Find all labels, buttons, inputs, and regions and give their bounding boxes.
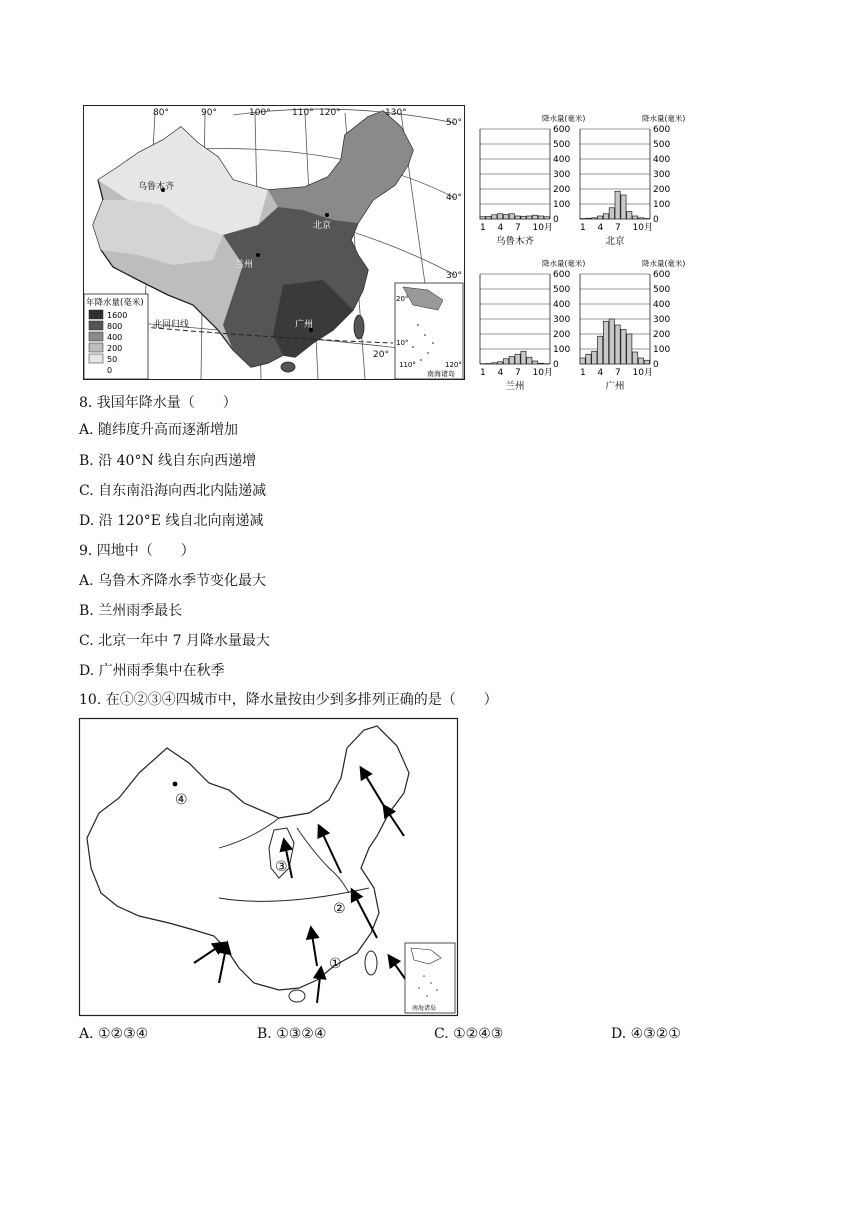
south-china-sea-inset [405, 943, 455, 1013]
inset-tick: 20° [396, 295, 409, 303]
lat-label: 50° [446, 118, 462, 128]
chart-xtick: 4 [497, 368, 504, 378]
lon-label: 110° [292, 108, 314, 118]
chart-ytick: 400 [553, 155, 571, 165]
precip-bar [609, 208, 614, 219]
q10-option-d[interactable]: D. ④③②① [611, 1026, 681, 1042]
tropic-label: 北回归线 [153, 320, 190, 330]
precip-bar [509, 214, 514, 219]
chart-ytick: 600 [553, 270, 571, 280]
q10-option-b[interactable]: B. ①③②④ [257, 1026, 327, 1042]
chart-ytick: 0 [553, 360, 559, 370]
lat-label: 40° [446, 193, 462, 203]
lat-label: 30° [446, 271, 462, 281]
precip-bar [586, 354, 591, 364]
precip-bar [544, 217, 549, 219]
precip-bar [515, 354, 520, 364]
precip-bar [633, 216, 638, 219]
lon-label: 90° [201, 108, 217, 118]
precip-bar [603, 321, 608, 364]
chart-ytick: 300 [553, 170, 571, 180]
q8-stem: 8. 我国年降水量（ ） [79, 395, 237, 411]
legend-value: 200 [107, 344, 123, 353]
q9-option-b[interactable]: B. 兰州雨季最长 [79, 603, 183, 619]
chart-city-label: 北京 [605, 236, 625, 247]
precip-bar [480, 217, 485, 219]
chart-ytick: 400 [653, 155, 671, 165]
chart-ytick: 600 [653, 270, 671, 280]
precipitation-map [83, 105, 465, 380]
chart-ytick: 100 [653, 345, 671, 355]
chart-ytick: 200 [653, 185, 671, 195]
precip-bar [633, 352, 638, 364]
marker-4: ④ [175, 792, 188, 808]
q9-option-a[interactable]: A. 乌鲁木齐降水季节变化最大 [79, 573, 267, 589]
precip-bar [627, 334, 632, 364]
south-china-sea-inset [395, 283, 463, 379]
lat-label: 20° [373, 350, 389, 360]
q9-option-c[interactable]: C. 北京一年中 7 月降水量最大 [79, 633, 270, 649]
precip-bar [580, 358, 585, 364]
chart-city-label: 兰州 [505, 381, 525, 392]
chart-ytick: 200 [553, 330, 571, 340]
inset-tick: 110° [399, 361, 416, 369]
q10-stem: 10. 在①②③④四城市中，降水量按由少到多排列正确的是（ ） [79, 692, 498, 708]
chart-ytick: 200 [653, 330, 671, 340]
q8-option-d[interactable]: D. 沿 120°E 线自北向南递减 [79, 513, 264, 529]
precip-bar [621, 330, 626, 365]
map-legend [84, 294, 148, 379]
chart-ytick: 300 [553, 315, 571, 325]
chart-ytick: 500 [653, 140, 671, 150]
chart-ytick: 300 [653, 315, 671, 325]
chart-ytick: 0 [653, 360, 659, 370]
precip-bar [627, 212, 632, 220]
precip-bar [527, 357, 532, 364]
precip-bar [638, 358, 643, 364]
precip-bar [533, 361, 538, 364]
precip-bar [492, 363, 497, 364]
chart-ylabel: 降水量(毫米) [642, 114, 686, 123]
lon-label: 100° [249, 108, 271, 118]
precip-bar [527, 216, 532, 219]
q8-option-b[interactable]: B. 沿 40°N 线自东向西递增 [79, 453, 257, 469]
chart-ytick: 0 [653, 215, 659, 225]
marker-3: ③ [275, 859, 288, 875]
precip-bar [538, 363, 543, 364]
chart-ytick: 100 [553, 345, 571, 355]
lon-label: 130° [385, 108, 407, 118]
inset-tick: 120° [445, 361, 462, 369]
precip-bar [615, 325, 620, 364]
q9-option-d[interactable]: D. 广州雨季集中在秋季 [79, 663, 225, 679]
city-label-beijing: 北京 [313, 221, 332, 231]
precip-bar [609, 319, 614, 364]
precip-bar [492, 215, 497, 219]
precip-bar [598, 216, 603, 219]
precip-bar [615, 191, 620, 219]
precip-bar [644, 360, 649, 364]
precip-bar [598, 336, 603, 364]
lon-label: 80° [153, 108, 169, 118]
climate-charts [470, 105, 690, 392]
chart-ytick: 100 [653, 200, 671, 210]
legend-value: 50 [107, 355, 118, 364]
chart-ytick: 500 [553, 140, 571, 150]
chart-ylabel: 降水量(毫米) [542, 114, 586, 123]
precip-bar [503, 359, 508, 364]
chart-xtick: 10月 [532, 368, 553, 378]
chart-xtick: 7 [515, 368, 521, 378]
marker-1: ① [329, 956, 342, 972]
q8-option-c[interactable]: C. 自东南沿海向西北内陆递减 [79, 483, 267, 499]
chart-xtick: 1 [580, 223, 586, 233]
precip-bar [486, 216, 491, 219]
chart-xtick: 4 [597, 368, 604, 378]
precip-bar [521, 351, 526, 364]
chart-ylabel: 降水量(毫米) [542, 259, 586, 268]
q9-stem: 9. 四地中（ ） [79, 543, 195, 559]
inset-label: 南海诸岛 [412, 1005, 437, 1012]
chart-ytick: 500 [553, 285, 571, 295]
marker-2: ② [333, 901, 346, 917]
chart-ytick: 600 [653, 125, 671, 135]
inset-tick: 10° [396, 339, 409, 347]
q10-option-a[interactable]: A. ①②③④ [79, 1026, 149, 1042]
precip-bar [498, 214, 503, 219]
precip-bar [586, 218, 591, 219]
city-label-urumqi: 乌鲁木齐 [138, 182, 175, 192]
chart-xtick: 10月 [632, 368, 653, 378]
lon-label: 120° [319, 108, 341, 118]
precip-bar [533, 215, 538, 219]
chart-ytick: 100 [553, 200, 571, 210]
chart-ytick: 200 [553, 185, 571, 195]
chart-ytick: 600 [553, 125, 571, 135]
inset-label: 南海诸岛 [427, 370, 455, 378]
chart-city-label: 乌鲁木齐 [495, 236, 535, 247]
chart-xtick: 7 [515, 223, 521, 233]
chart-xtick: 4 [597, 223, 604, 233]
city-label-guangzhou: 广州 [295, 320, 314, 330]
chart-ytick: 400 [653, 300, 671, 310]
chart-xtick: 1 [580, 368, 586, 378]
city-label-lanzhou: 兰州 [235, 260, 254, 270]
chart-ytick: 400 [553, 300, 571, 310]
chart-xtick: 1 [480, 368, 486, 378]
precip-bar [592, 351, 597, 364]
legend-value: 1600 [107, 311, 128, 320]
chart-ytick: 0 [553, 215, 559, 225]
legend-value: 0 [107, 366, 113, 375]
chart-xtick: 7 [615, 223, 621, 233]
precip-bar [515, 216, 520, 219]
q10-option-c[interactable]: C. ①②④③ [434, 1026, 504, 1042]
legend-title: 年降水量(毫米) [86, 298, 144, 308]
precip-bar [592, 218, 597, 219]
precip-bar [538, 216, 543, 219]
chart-xtick: 1 [480, 223, 486, 233]
chart-ytick: 300 [653, 170, 671, 180]
precip-bar [503, 215, 508, 220]
precip-bar [603, 214, 608, 219]
chart-xtick: 4 [497, 223, 504, 233]
chart-xtick: 7 [615, 368, 621, 378]
precip-bar [621, 195, 626, 219]
precip-bar [638, 218, 643, 219]
precip-bar [498, 362, 503, 364]
chart-ylabel: 降水量(毫米) [642, 259, 686, 268]
q10-map [79, 718, 458, 1016]
chart-ytick: 500 [653, 285, 671, 295]
chart-xtick: 10月 [532, 223, 553, 233]
precip-bar [509, 357, 514, 365]
precip-bar [521, 216, 526, 219]
legend-value: 400 [107, 333, 123, 342]
chart-city-label: 广州 [605, 381, 625, 392]
q8-option-a[interactable]: A. 随纬度升高而逐渐增加 [79, 422, 239, 438]
chart-xtick: 10月 [632, 223, 653, 233]
legend-value: 800 [107, 322, 123, 331]
